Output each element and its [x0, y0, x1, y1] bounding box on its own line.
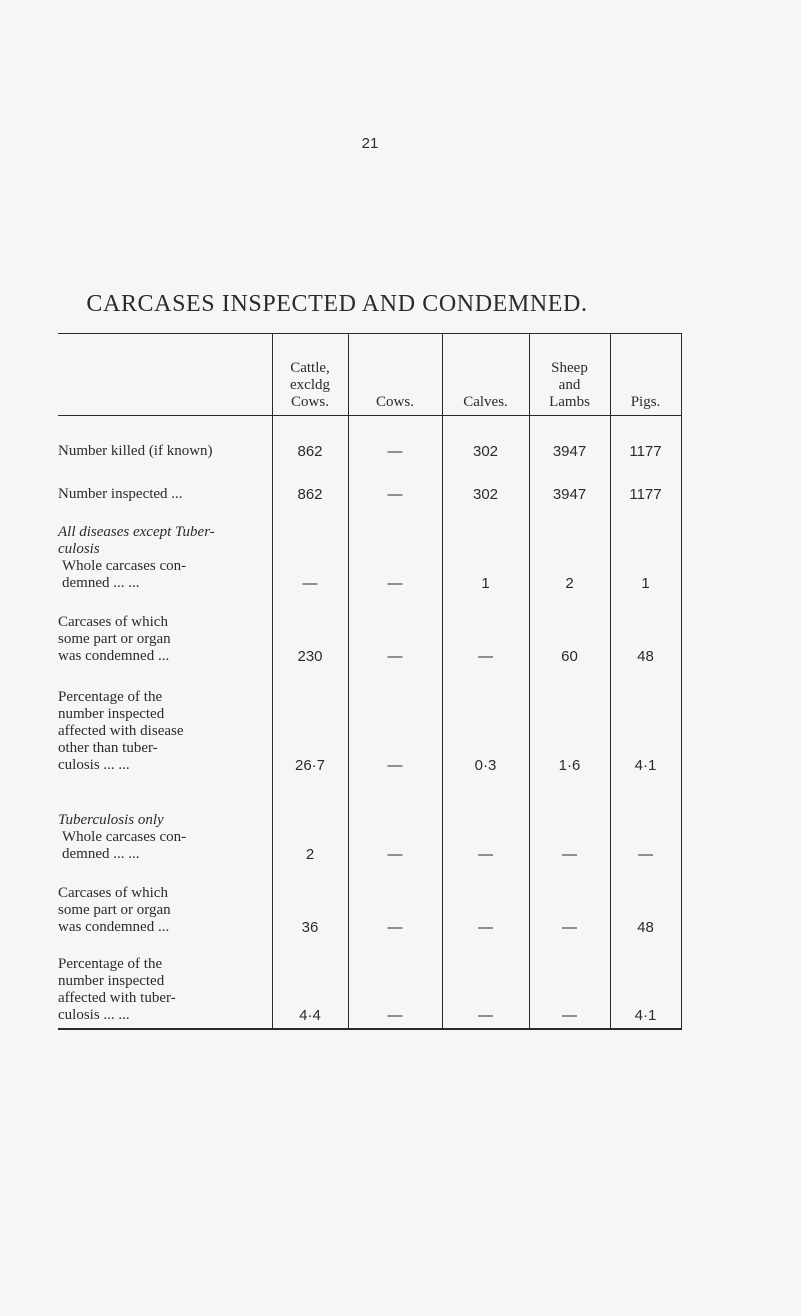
- cell-sheep: —: [529, 778, 610, 867]
- cell-calves: 1: [442, 507, 529, 596]
- row-label-cell: [58, 867, 272, 940]
- header-cows: Cows.: [348, 334, 442, 416]
- cell-calves: —: [442, 940, 529, 1029]
- table-row: [58, 778, 681, 867]
- cell-calves: —: [442, 778, 529, 867]
- row-label: Percentage of the number inspected affected with disease other than tuber- culosis ... ...: [58, 689, 184, 774]
- cell-pigs: 48: [610, 596, 681, 669]
- cell-sheep: —: [529, 940, 610, 1029]
- table-row: [58, 596, 681, 669]
- cell-cattle: 230: [272, 596, 348, 669]
- row-label: Whole carcases con- demned ... ...: [62, 828, 187, 862]
- cell-cattle: 862: [272, 416, 348, 465]
- row-label-cell: [58, 778, 272, 867]
- row-label: Carcases of which some part or organ was condemned ...: [58, 614, 171, 665]
- row-label-cell: [58, 669, 272, 778]
- cell-cattle: 4·4: [272, 940, 348, 1029]
- cell-cattle: 36: [272, 867, 348, 940]
- cell-sheep: 3947: [529, 464, 610, 507]
- row-label-cell: [58, 940, 272, 1029]
- cell-calves: 0·3: [442, 669, 529, 778]
- page-number: 21: [361, 135, 379, 152]
- cell-pigs: 4·1: [610, 940, 681, 1029]
- cell-sheep: 2: [529, 507, 610, 596]
- cell-sheep: —: [529, 867, 610, 940]
- cell-pigs: 48: [610, 867, 681, 940]
- cell-cows: —: [348, 507, 442, 596]
- cell-cows: —: [348, 867, 442, 940]
- row-label: Whole carcases con- demned ... ...: [62, 557, 187, 591]
- cell-cattle: 26·7: [272, 669, 348, 778]
- cell-sheep: 60: [529, 596, 610, 669]
- table-row: [58, 669, 681, 778]
- table-row: [58, 940, 681, 1029]
- cell-sheep: 3947: [529, 416, 610, 465]
- cell-pigs: 1: [610, 507, 681, 596]
- row-label-cell: [58, 416, 272, 465]
- cell-cattle: —: [272, 507, 348, 596]
- table-row: [58, 416, 681, 465]
- cell-calves: —: [442, 867, 529, 940]
- header-pigs: Pigs.: [610, 334, 681, 416]
- cell-cows: —: [348, 940, 442, 1029]
- page-title: CARCASES INSPECTED AND CONDEMNED.: [86, 291, 588, 317]
- header-label: [58, 334, 272, 416]
- cell-pigs: 4·1: [610, 669, 681, 778]
- row-label: Number inspected ...: [58, 486, 183, 503]
- cell-calves: 302: [442, 416, 529, 465]
- cell-sheep: 1·6: [529, 669, 610, 778]
- table-header-row: [58, 334, 681, 416]
- row-label-cell: [58, 507, 272, 596]
- cell-cows: —: [348, 778, 442, 867]
- table-row: [58, 507, 681, 596]
- header-sheep: Sheep and Lambs: [529, 334, 610, 416]
- row-label-cell: [58, 596, 272, 669]
- row-label: Carcases of which some part or organ was condemned ...: [58, 885, 171, 936]
- cell-pigs: 1177: [610, 464, 681, 507]
- header-calves: Calves.: [442, 334, 529, 416]
- section-heading: All diseases except Tuber- culosis: [58, 523, 215, 557]
- section-heading: Tuberculosis only: [58, 811, 164, 828]
- cell-cows: —: [348, 464, 442, 507]
- cell-cattle: 862: [272, 464, 348, 507]
- row-label-cell: [58, 464, 272, 507]
- cell-cows: —: [348, 596, 442, 669]
- cell-pigs: 1177: [610, 416, 681, 465]
- table-row: [58, 867, 681, 940]
- cell-pigs: —: [610, 778, 681, 867]
- cell-calves: —: [442, 596, 529, 669]
- carcases-table: [58, 333, 682, 1030]
- header-cattle: Cattle, excldg Cows.: [272, 334, 348, 416]
- table-row: [58, 464, 681, 507]
- row-label: Number killed (if known): [58, 443, 213, 460]
- cell-cows: —: [348, 669, 442, 778]
- cell-cattle: 2: [272, 778, 348, 867]
- row-label: Percentage of the number inspected affected with tuber- culosis ... ...: [58, 956, 176, 1023]
- cell-calves: 302: [442, 464, 529, 507]
- cell-cows: —: [348, 416, 442, 465]
